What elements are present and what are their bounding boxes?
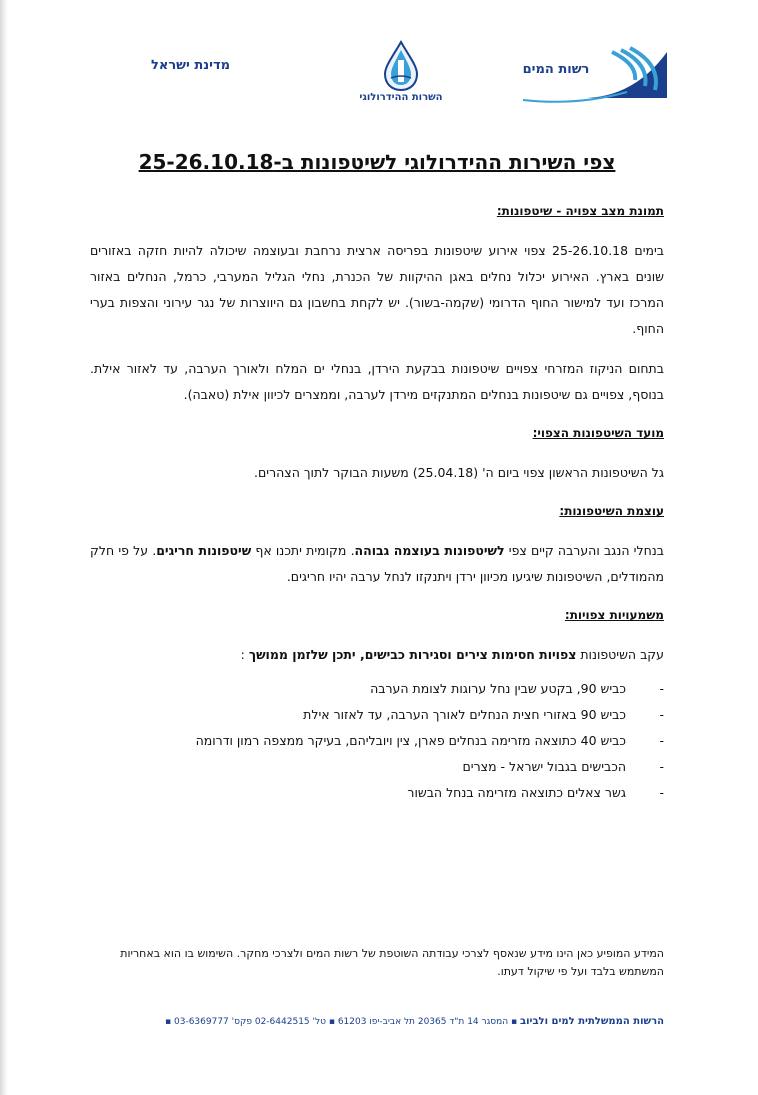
list-item [90,702,664,728]
list-item-text: כביש 90 באזורי חצית הנחלים לאורך הערבה, עד לאזור אילת [303,707,626,722]
list-dash: - [659,681,664,696]
footer-bullet: ▪ [328,1017,335,1027]
intensity-text-high: לשיטפונות בעוצמה גבוהה [354,543,505,558]
list-item-text: כביש 90, בקטע שבין נחל ערוגות לצומת הערבה [370,681,626,696]
section-heading-implications: משמעויות צפויות: [564,608,664,622]
list-item [90,754,664,780]
intensity-text-extreme: שיטפונות חריגים [156,543,252,558]
footer-contact [90,1016,664,1027]
intensity-text-a: בנחלי הנגב והערבה קיים צפי [504,543,664,558]
list-dash: - [659,733,664,748]
section-heading-picture: תמונת מצב צפויה - שיטפונות: [496,204,664,218]
document-body [90,150,664,806]
paragraph-timing: גל השיטפונות הראשון צפוי ביום ה' (25.04.18) משעות הבוקר לתוך הצהרים. [254,465,664,480]
footer-address: המסגר 14 ת"ד 20365 תל אביב-יפו 61203 [337,1017,509,1027]
state-of-israel-label: מדינת ישראל [150,58,230,73]
list-dash: - [659,707,664,722]
hydrological-service-logo [346,40,456,112]
paragraph-picture-1: בימים 25-26.10.18 צפוי אירוע שיטפונות בפריסה ארצית נרחבת ובעוצמה שיכולה להיות חזקה באזורים שונים בארץ. האירוע יכלול נחלים באגן ההיקוות של הכנרת, נחלי הגליל המערבי, כרמל, הנחלים באזור המרכז ועד למישור החוף הדרומי (שקמה-בשור). יש לקחת בחשבון גם היווצרות של נגר עירוני והצפות בערי החוף. [90,243,664,336]
footer-org-name: הרשות הממשלתית למים ולביוב [519,1016,664,1027]
section-heading-timing: מועד השיטפונות הצפוי: [532,426,664,440]
list-item [90,780,664,806]
footer-bullet: ▪ [165,1017,172,1027]
water-authority-logo [517,46,671,104]
implications-intro-c: : [240,647,249,662]
footer-fax: פקס' 03-6369777 [174,1017,252,1027]
section-heading-intensity: עוצמת השיטפונות: [559,504,664,518]
list-item-text: גשר צאלים כתוצאה מזרימה בנחל הבשור [407,785,626,800]
footer-bullet: ▪ [511,1017,518,1027]
list-item-text: כביש 40 כתוצאה מזרימה בנחלים פארן, צין ויובליהם, בעיקר ממצפה רמון ודרומה [195,733,626,748]
intensity-text-c: . מקומית יתכנו אף [251,543,355,558]
page-edge-shadow [0,0,8,1095]
disclaimer: המידע המופיע כאן הינו מידע שנאסף לצרכי עבודתה השוטפת של רשות המים ולצרכי מחקר. השימוש בו הוא באחריות המשתמש בלבד ועל פי שיקול דעתו. [120,947,664,978]
water-authority-name: רשות המים [522,62,590,77]
list-item-text: הכבישים בגבול ישראל - מצרים [462,759,626,774]
document-title: צפי השירות ההידרולוגי לשיטפונות ב-25-26.10.18 [138,150,616,174]
list-item [90,676,664,702]
water-drop-icon [381,40,421,92]
list-item [90,728,664,754]
footer-phone: טל' 02-6442515 [254,1017,326,1027]
implications-intro-bold: צפויות חסימות צירים וסגירות כבישים, יתכן שלזמן ממושך [248,647,577,662]
paragraph-implications-intro [90,642,664,668]
list-dash: - [659,785,664,800]
hydrological-service-name: השרות ההידרולוגי [359,92,443,103]
intensity-text-e: . על פי חלק מהמודלים, השיטפונות שיגיעו מכיוון ירדן ויתנקזו לנחל ערבה יהיו חריגים. [90,543,664,584]
letterhead [0,40,758,120]
paragraph-intensity [90,538,664,590]
list-dash: - [659,759,664,774]
road-closures-list [90,676,664,806]
paragraph-picture-2: בתחום הניקוז המזרחי צפויים שיטפונות בבקעת הירדן, בנחלי ים המלח ולאורך הערבה, עד לאזור אילת. בנוסף, צפויים גם שיטפונות בנחלים המתנקזים מירדן לערבה, וממצרים לכיוון אילת (טאבה). [90,361,664,402]
implications-intro-a: עקב השיטפונות [576,647,664,662]
